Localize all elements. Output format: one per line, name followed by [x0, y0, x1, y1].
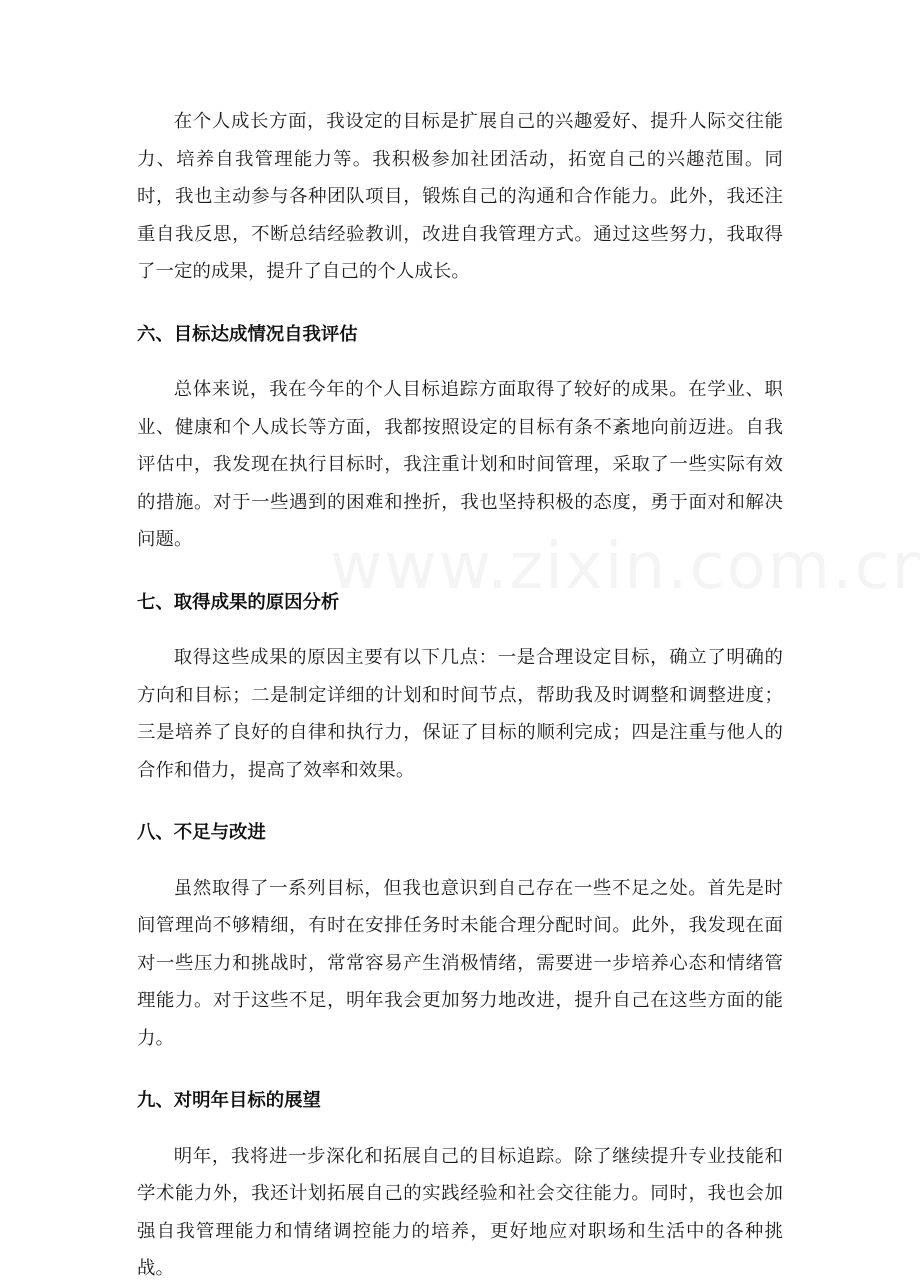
paragraph-section-9: 明年，我将进一步深化和拓展自己的目标追踪。除了继续提升专业技能和学术能力外，我还计划拓展自己的实践经验和社会交往能力。同时，我也会加强自我管理能力和情绪调控能力的培养，更好地应对职场和生活中的各种挑战。 — [137, 1145, 783, 1279]
heading-section-7: 七、取得成果的原因分析 — [137, 591, 340, 613]
heading-section-9: 九、对明年目标的展望 — [137, 1090, 321, 1111]
paragraph-personal-growth: 在个人成长方面，我设定的目标是扩展自己的兴趣爱好、提升人际交往能力、培养自我管理能力等。我积极参加社团活动，拓宽自己的兴趣范围。同时，我也主动参与各种团队项目，锻炼自己的沟通和合作能力。此外，我还注重自我反思，不断总结经验教训，改进自我管理方式。通过这些努力，我取得了一定的成果，提升了自己的个人成长。 — [137, 111, 783, 282]
document-body — [137, 103, 783, 1288]
heading-section-8: 八、不足与改进 — [137, 822, 266, 843]
paragraph-section-8: 虽然取得了一系列目标，但我也意识到自己存在一些不足之处。首先是时间管理尚不够精细，有时在安排任务时未能合理分配时间。此外，我发现在面对一些压力和挑战时，常常容易产生消极情绪，需要进一步培养心态和情绪管理能力。对于这些不足，明年我会更加努力地改进，提升自己在这些方面的能力。 — [137, 877, 783, 1049]
paragraph-section-6: 总体来说，我在今年的个人目标追踪方面取得了较好的成果。在学业、职业、健康和个人成长等方面，我都按照设定的目标有条不紊地向前迈进。自我评估中，我发现在执行目标时，我注重计划和时间管理，采取了一些实际有效的措施。对于一些遇到的困难和挫折，我也坚持积极的态度，勇于面对和解决问题。 — [137, 379, 783, 550]
paragraph-section-7: 取得这些成果的原因主要有以下几点：一是合理设定目标，确立了明确的方向和目标；二是制定详细的计划和时间节点，帮助我及时调整和调整进度；三是培养了良好的自律和执行力，保证了目标的顺利完成；四是注重与他人的合作和借力，提高了效率和效果。 — [137, 647, 783, 781]
heading-section-6: 六、目标达成情况自我评估 — [137, 323, 358, 345]
